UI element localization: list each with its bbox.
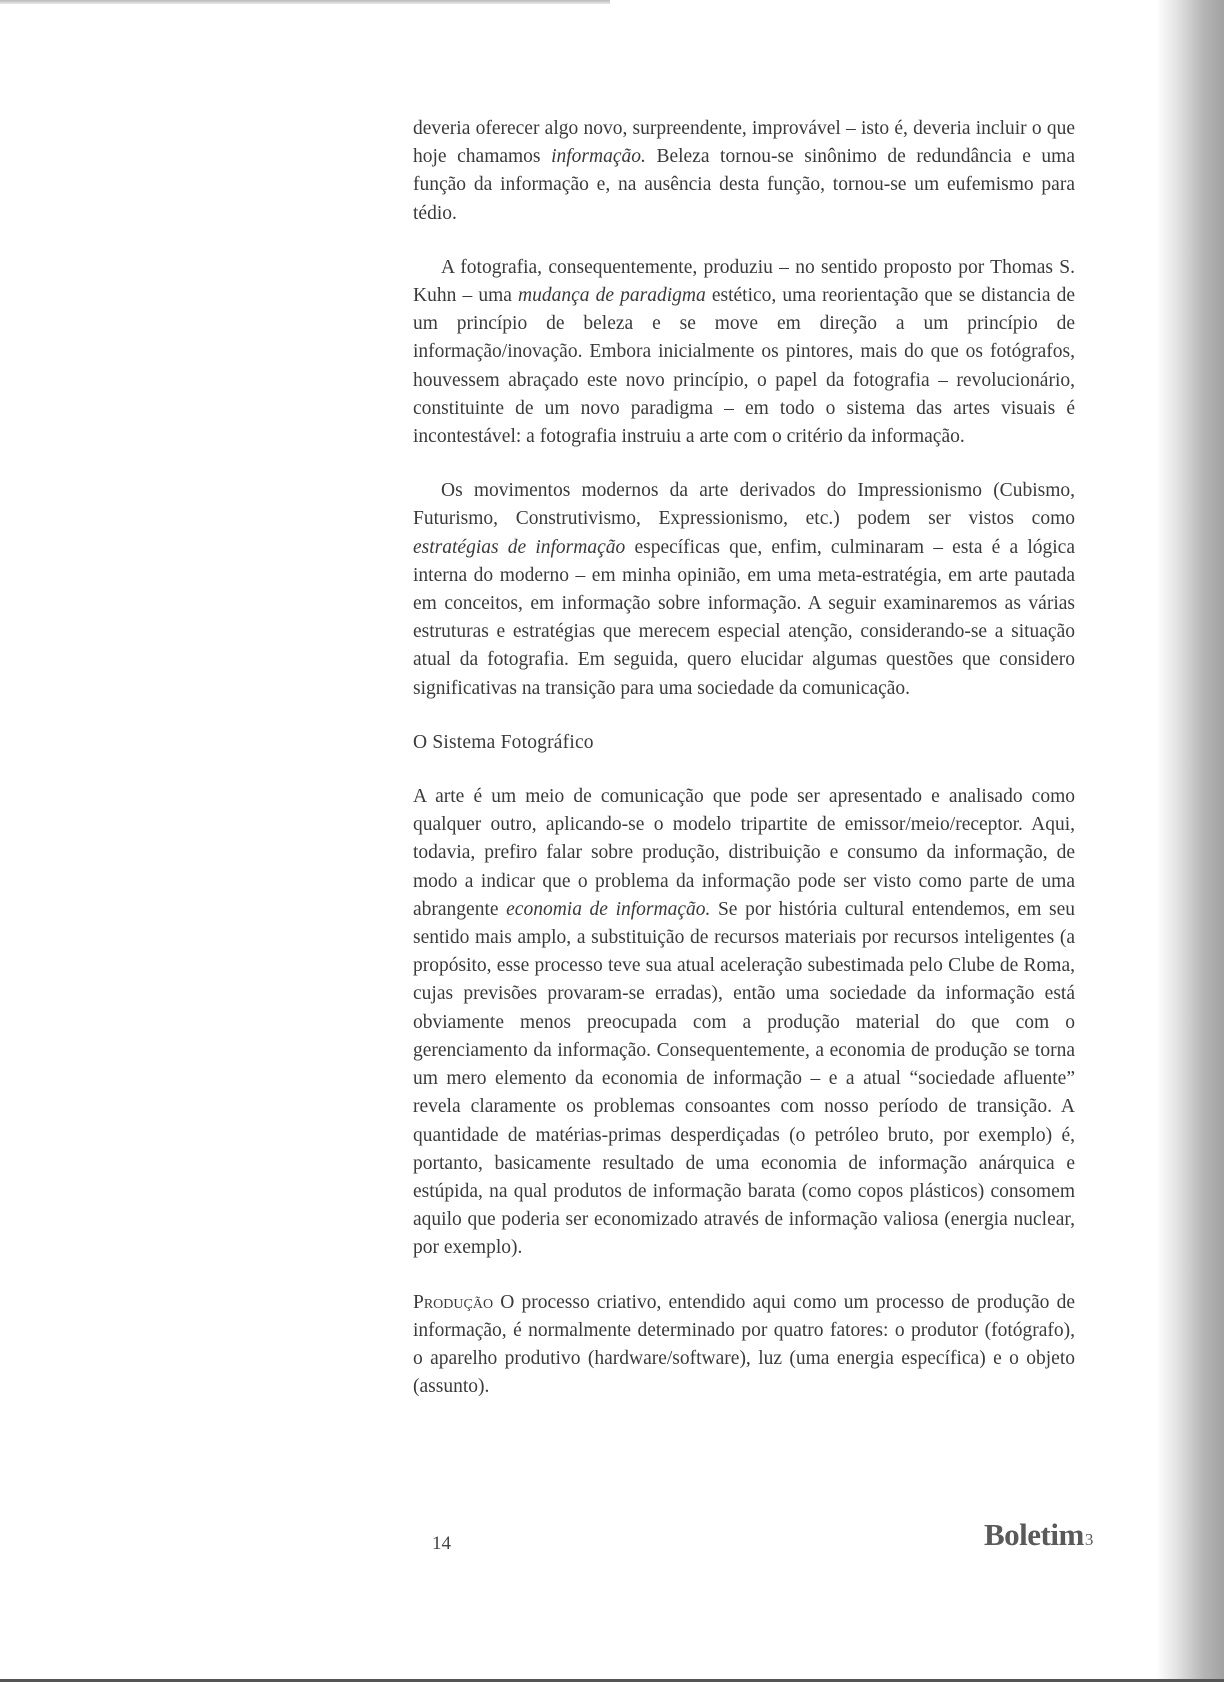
logo-number: 3 bbox=[1084, 1530, 1093, 1549]
paragraph-1-emphasis: informação. bbox=[551, 146, 646, 168]
paragraph-1-text-b: Beleza tornou-se sinônimo de redundância e uma função da informação e, na ausência desta função, tornou-se um eufemismo para tédio. bbox=[413, 146, 1076, 224]
publication-logo bbox=[984, 1517, 1093, 1553]
paragraph-2-text-a: A fotografia, consequentemente, produziu – no sentido proposto por Thomas S. Kuhn – uma bbox=[413, 256, 1075, 307]
paragraph-5 bbox=[413, 1289, 1075, 1402]
paragraph-1-text-a: deveria oferecer algo novo, surpreendente, improvável – isto é, deveria incluir o que hoje chamamos bbox=[413, 118, 1075, 168]
paragraph-2-emphasis: mudança de paradigma bbox=[518, 285, 706, 307]
scan-top-edge bbox=[0, 0, 610, 4]
paragraph-3-text-a: Os movimentos modernos da arte derivados do Impressionismo (Cubismo, Futurismo, Construtivismo, Expressionismo, etc.) podem ser vistos como bbox=[413, 480, 1075, 530]
paragraph-4-text-a: A arte é um meio de comunicação que pode ser apresentado e analisado como qualquer outro, aplicando-se o modelo tripartite de emissor/meio/receptor. Aqui, todavia, prefiro falar sobre produção, distribuição e consumo da informação, de modo a indicar que o problema da informação pode ser visto como parte de uma abrangente bbox=[413, 786, 1075, 920]
paragraph-3-emphasis: estratégias de informação bbox=[413, 536, 626, 558]
paragraph-3 bbox=[413, 477, 1075, 703]
body-text bbox=[413, 115, 1075, 1427]
page-number: 14 bbox=[432, 1533, 451, 1554]
logo-word: Boletim bbox=[984, 1517, 1084, 1552]
paragraph-4-emphasis: economia de informação. bbox=[506, 898, 711, 920]
paragraph-3-text-b: específicas que, enfim, culminaram – esta é a lógica interna do moderno – em minha opinião, em uma meta-estratégia, em arte pautada em conceitos, em informação sobre informação. A seguir examinaremos as várias estruturas e estratégias que merecem especial atenção, considerando-se a situação atual da fotografia. Em seguida, quero elucidar algumas questões que considero significativas na transição para uma sociedade da comunicação. bbox=[413, 536, 1075, 699]
paragraph-2 bbox=[413, 254, 1075, 451]
paragraph-5-text: O processo criativo, entendido aqui como um processo de produção de informação, é normalmente determinado por quatro fatores: o produtor (fotógrafo), o aparelho produtivo (hardware/software), luz (uma energia específica) e o objeto (assunto). bbox=[413, 1291, 1075, 1398]
paragraph-2-text-b: estético, uma reorientação que se distancia de um princípio de beleza e se move em direção a um princípio de informação/inovação. Embora inicialmente os pintores, mais do que os fotógrafos, houvessem abraçado este novo princípio, o papel da fotografia – revolucionário, constituinte de um novo paradigma – em todo o sistema das artes visuais é incontestável: a fotografia instruiu a arte com o critério da informação. bbox=[413, 285, 1076, 448]
run-in-heading: Produção bbox=[413, 1291, 494, 1313]
paragraph-4 bbox=[413, 783, 1075, 1262]
paragraph-1 bbox=[413, 115, 1075, 228]
section-heading: O Sistema Fotográfico bbox=[413, 731, 594, 753]
page-gutter-shadow bbox=[1156, 0, 1224, 1682]
paragraph-4-text-b: Se por história cultural entendemos, em seu sentido mais amplo, a substituição de recursos materiais por recursos inteligentes (a propósito, esse processo teve sua atual aceleração subestimada pelo Clube de Roma, cujas previsões provaram-se erradas), então uma sociedade da informação está obviamente menos preocupada com a produção material do que com o gerenciamento da informação. Consequentemente, a economia de produção se torna um mero elemento da economia de informação – e a atual “sociedade afluente” revela claramente os problemas consoantes com nosso período de transição. A quantidade de matérias-primas desperdiçadas (o petróleo bruto, por exemplo) é, portanto, basicamente resultado de uma economia de informação anárquica e estúpida, na qual produtos de informação barata (como copos plásticos) consomem aquilo que poderia ser economizado através de informação valiosa (energia nuclear, por exemplo). bbox=[413, 898, 1075, 1259]
